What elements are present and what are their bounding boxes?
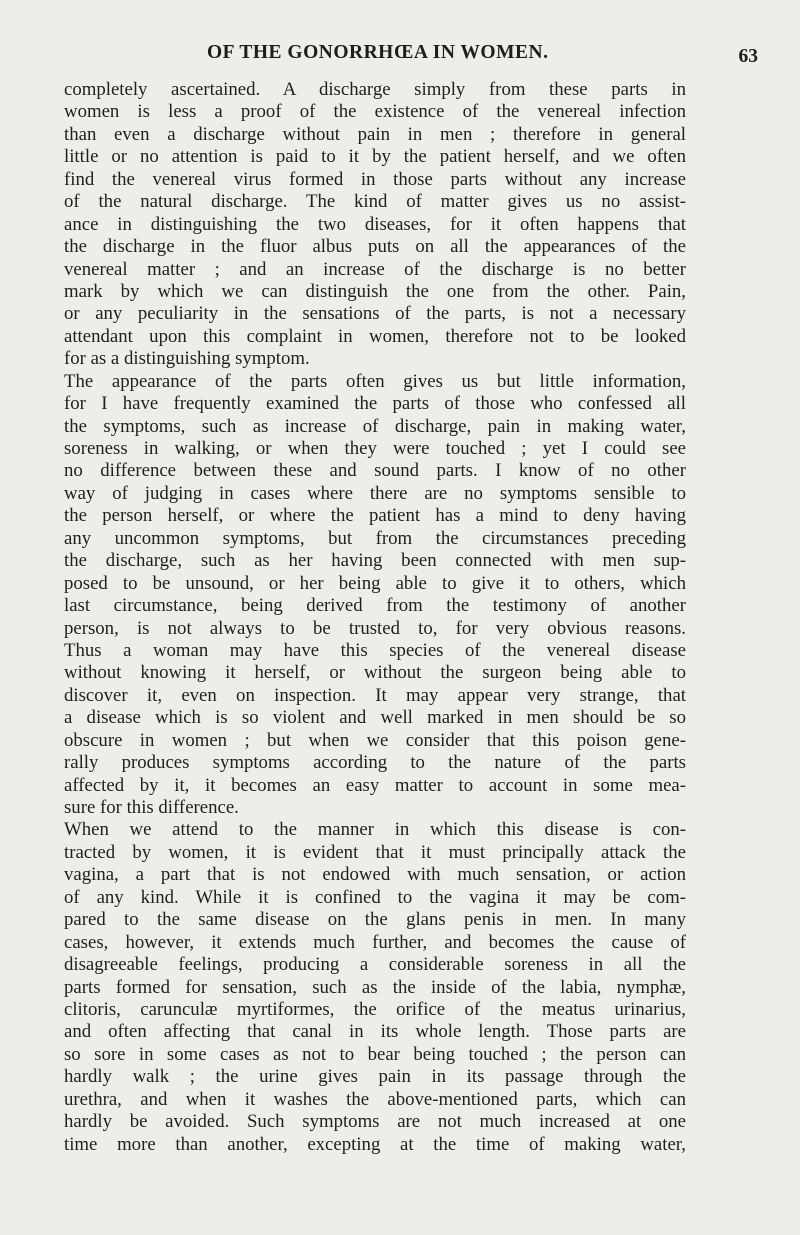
text-line: vagina, a part that is not endowed with much sensation, or action: [64, 864, 686, 886]
text-line: person, is not always to be trusted to, for very obvious reasons.: [64, 617, 686, 639]
text-line: discover it, even on inspection. It may appear very strange, that: [64, 684, 686, 706]
text-line: attendant upon this complaint in women, therefore not to be looked: [64, 325, 686, 347]
text-line: parts formed for sensation, such as the inside of the labia, nymphæ,: [64, 976, 686, 998]
text-line: of any kind. While it is confined to the vagina it may be com-: [64, 886, 686, 908]
text-line: last circumstance, being derived from the testimony of another: [64, 595, 686, 617]
text-line: cases, however, it extends much further, and becomes the cause of: [64, 931, 686, 953]
text-line: venereal matter ; and an increase of the discharge is no better: [64, 258, 686, 280]
text-line: or any peculiarity in the sensations of the parts, is not a necessary: [64, 303, 686, 325]
text-line: rally produces symptoms according to the nature of the parts: [64, 752, 686, 774]
text-line: so sore in some cases as not to bear being touched ; the person can: [64, 1043, 686, 1065]
text-line: obscure in women ; but when we consider that this poison gene-: [64, 729, 686, 751]
page-header: [60, 34, 758, 74]
text-line: posed to be unsound, or her being able to give it to others, which: [64, 572, 686, 594]
body-text: [64, 79, 686, 1156]
text-line: tracted by women, it is evident that it must principally attack the: [64, 841, 686, 863]
text-line: disagreeable feelings, producing a considerable soreness in all the: [64, 954, 686, 976]
page-number: 63: [738, 46, 758, 67]
text-line: the person herself, or where the patient has a mind to deny having: [64, 505, 686, 527]
running-head: OF THE GONORRHŒA IN WOMEN.: [207, 42, 549, 63]
text-line: ance in distinguishing the two diseases, for it often happens that: [64, 213, 686, 235]
text-line: urethra, and when it washes the above-mentioned parts, which can: [64, 1088, 686, 1110]
text-line: The appearance of the parts often gives us but little information,: [64, 370, 686, 392]
paragraph-end-line: for as a distinguishing symptom.: [64, 348, 310, 370]
text-line: the discharge, such as her having been connected with men sup-: [64, 550, 686, 572]
text-line: without knowing it herself, or without the surgeon being able to: [64, 662, 686, 684]
text-line: clitoris, carunculæ myrtiformes, the orifice of the meatus urinarius,: [64, 998, 686, 1020]
text-line: for I have frequently examined the parts of those who confessed all: [64, 393, 686, 415]
text-line: no difference between these and sound parts. I know of no other: [64, 460, 686, 482]
text-line: way of judging in cases where there are no symptoms sensible to: [64, 482, 686, 504]
text-line: women is less a proof of the existence of the venereal infection: [64, 101, 686, 123]
text-line: soreness in walking, or when they were touched ; yet I could see: [64, 438, 686, 459]
text-line: Thus a woman may have this species of the venereal disease: [64, 639, 686, 661]
text-line: time more than another, excepting at the time of making water,: [64, 1133, 686, 1155]
text-line: little or no attention is paid to it by the patient herself, and we often: [64, 146, 686, 168]
text-line: and often affecting that canal in its whole length. Those parts are: [64, 1021, 686, 1043]
text-line: of the natural discharge. The kind of matter gives us no assist-: [64, 191, 686, 213]
text-line: any uncommon symptoms, but from the circumstances preceding: [64, 527, 686, 549]
text-line: the symptoms, such as increase of discharge, pain in making water,: [64, 415, 686, 437]
text-line: a disease which is so violent and well marked in men should be so: [64, 707, 686, 729]
paragraph-end-line: sure for this difference.: [64, 797, 239, 818]
text-line: affected by it, it becomes an easy matter to account in some mea-: [64, 774, 686, 796]
text-line: than even a discharge without pain in men ; therefore in general: [64, 123, 686, 145]
text-line: pared to the same disease on the glans penis in men. In many: [64, 909, 686, 931]
text-line: hardly walk ; the urine gives pain in its passage through the: [64, 1066, 686, 1088]
text-line: completely ascertained. A discharge simply from these parts in: [64, 79, 686, 100]
text-line: hardly be avoided. Such symptoms are not much increased at one: [64, 1111, 686, 1133]
text-line: find the venereal virus formed in those parts without any increase: [64, 168, 686, 190]
text-line: mark by which we can distinguish the one from the other. Pain,: [64, 280, 686, 302]
text-line: the discharge in the fluor albus puts on all the appearances of the: [64, 236, 686, 258]
text-line: When we attend to the manner in which this disease is con-: [64, 819, 686, 841]
